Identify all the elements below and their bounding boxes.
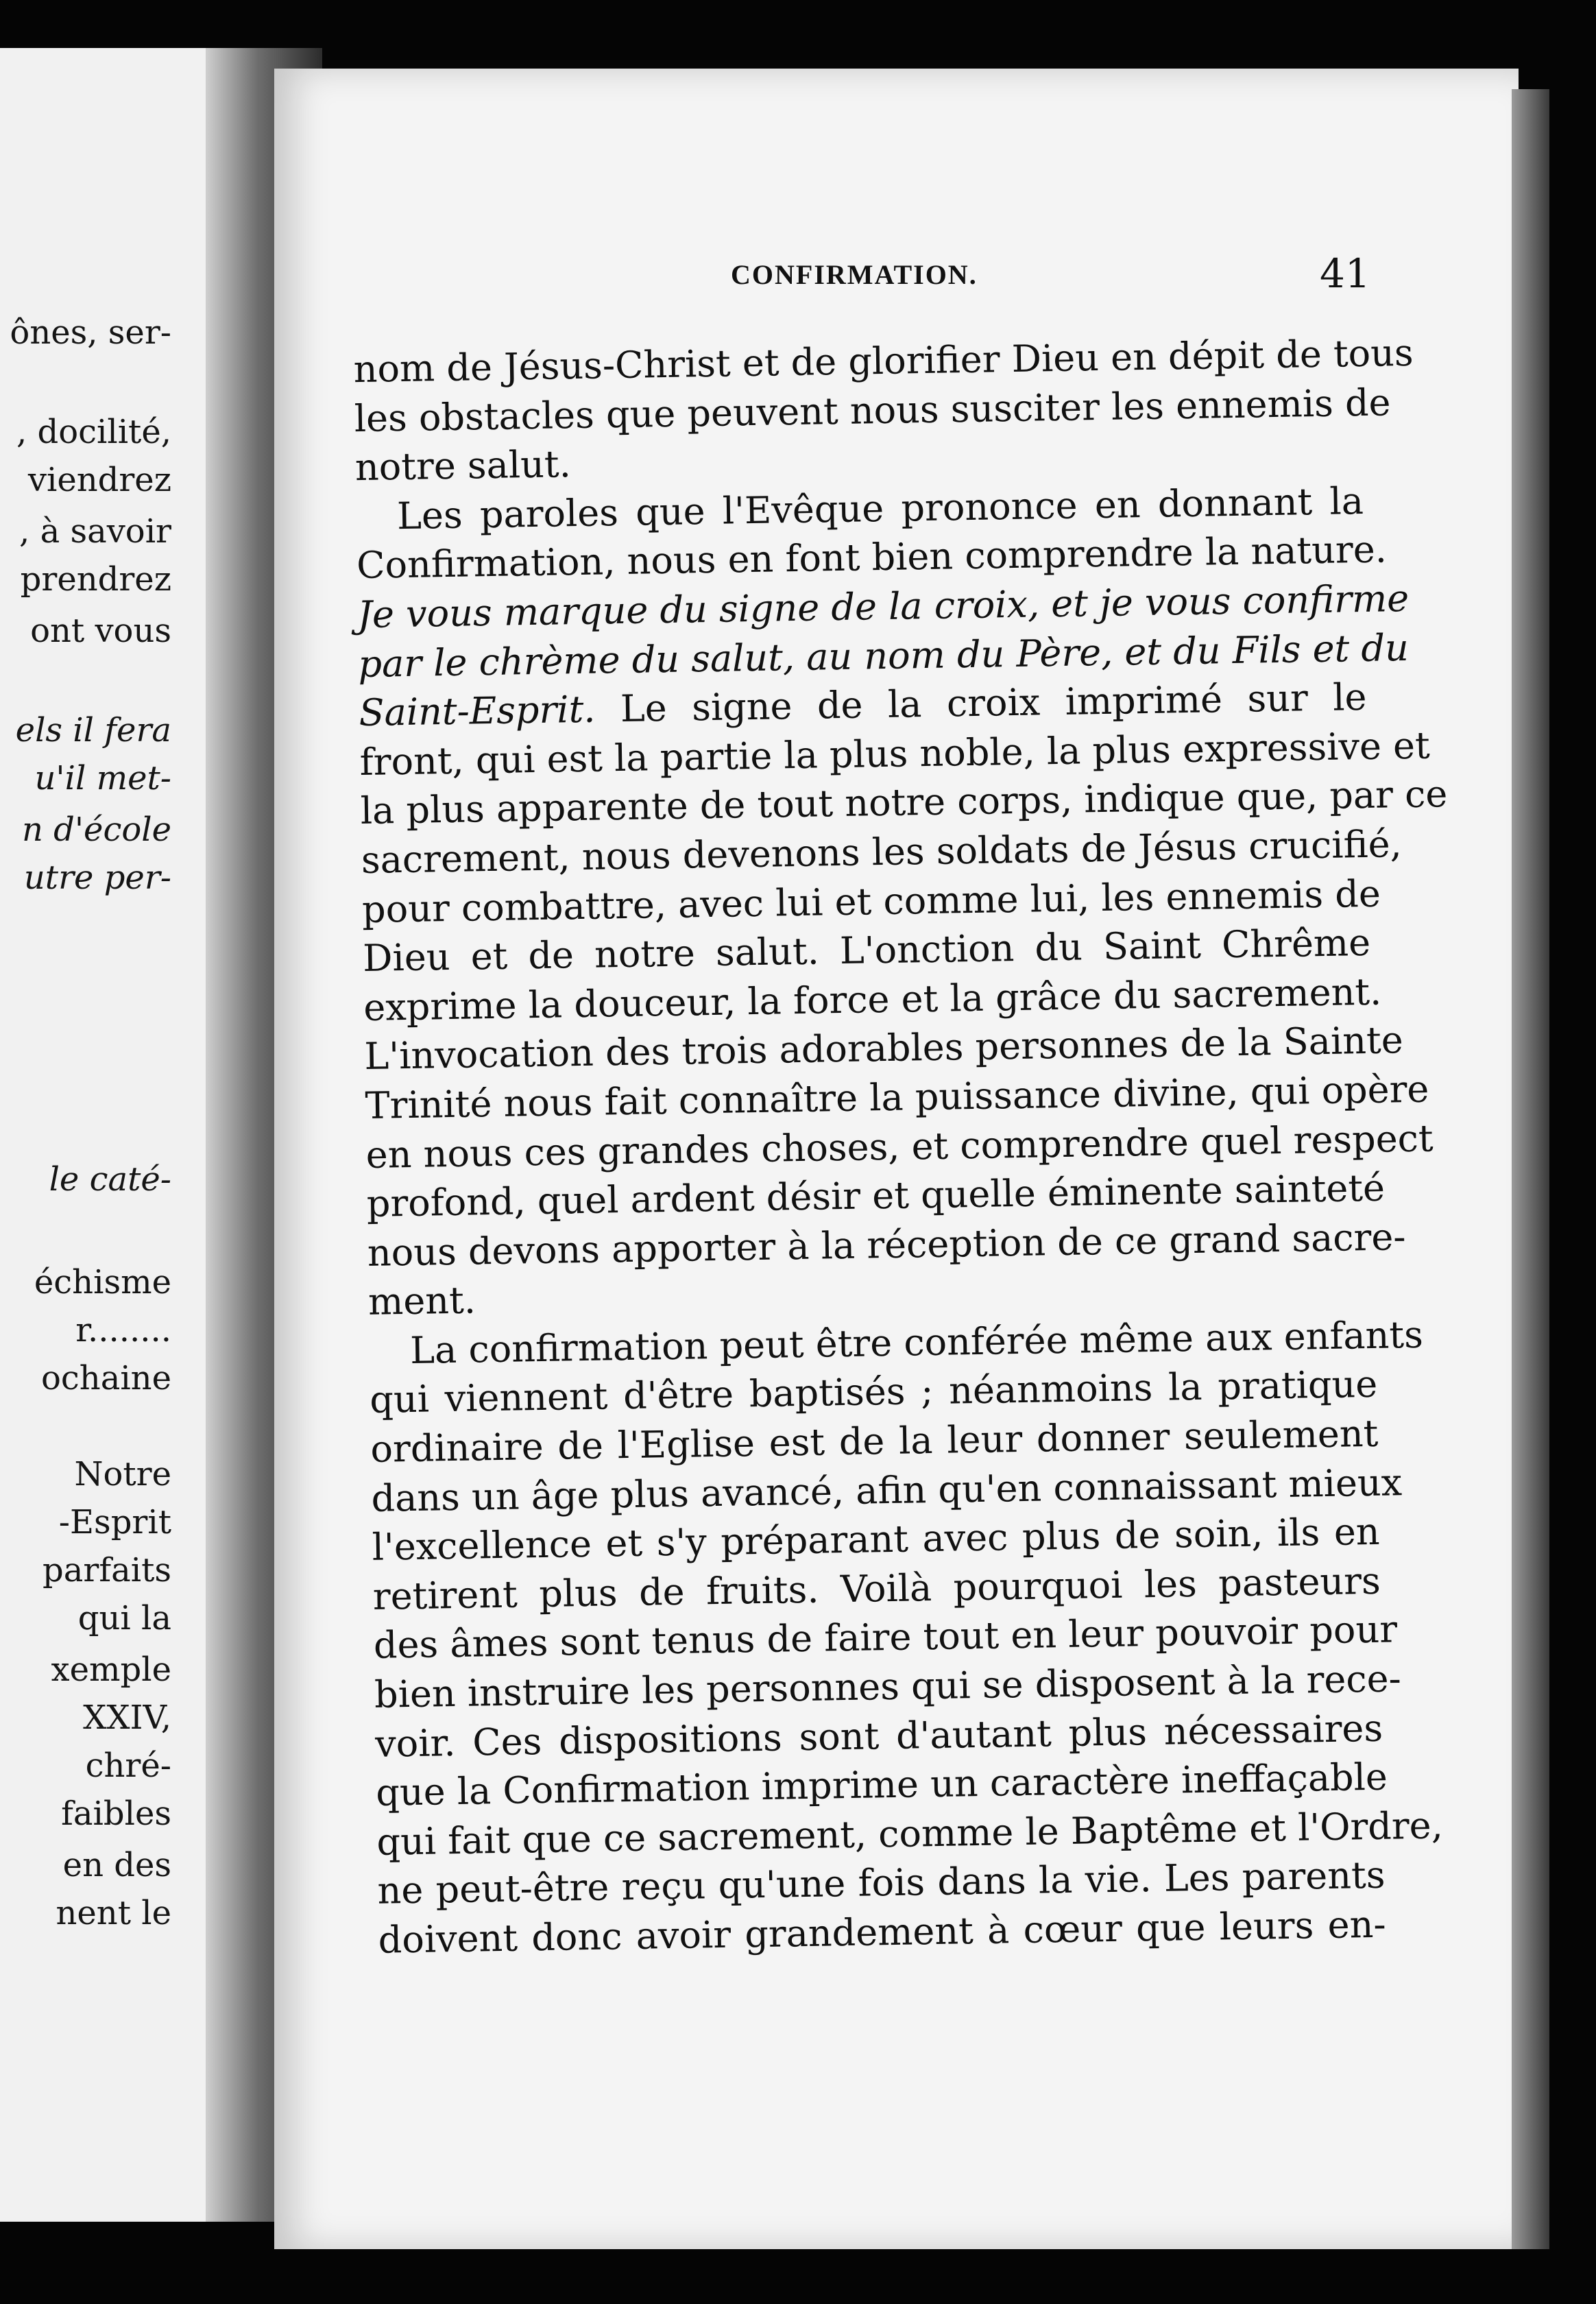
page-edge [1512, 89, 1549, 2249]
text-line: ordinaire de l'Eglise est de la leur donner seulement [370, 1411, 1379, 1471]
text-line-italic: par le chrème du salut, au nom du Père, et du Fils et du [357, 625, 1410, 686]
left-text-line: parfaits [43, 1551, 171, 1589]
text-line: voir. Ces dispositions sont d'autant plus nécessaires [374, 1706, 1383, 1766]
left-text-line: Notre [74, 1455, 171, 1493]
left-text-line: échisme [34, 1263, 171, 1301]
left-text-line: qui la [77, 1599, 171, 1637]
left-text-line: r........ [75, 1311, 171, 1349]
text-line: nous devons apporter à la réception de ce grand sacre- [367, 1214, 1406, 1275]
left-text-line: le caté- [49, 1160, 171, 1199]
text-line: qui viennent d'être baptisés ; néanmoins la pratique [369, 1363, 1378, 1422]
text-line: L'invocation des trois adorables personnes de la Sainte [363, 1018, 1404, 1079]
text-line: Trinité nous fait connaître la puissance divine, qui opère [365, 1067, 1429, 1127]
text-line: la plus apparente de tout notre corps, indique que, par ce [360, 772, 1448, 833]
left-text-line: XXIV, [83, 1699, 171, 1737]
text-line: pour combattre, avec lui et comme lui, les ennemis de [361, 872, 1381, 931]
text-line: doivent donc avoir grandement à cœur que leurs en- [378, 1902, 1387, 1962]
left-text-line: , à savoir [19, 512, 171, 551]
text-line: sacrement, nous devenons les soldats de Jésus crucifié, [361, 822, 1403, 882]
text-line: nom de Jésus-Christ et de glorifier Dieu en dépit de tous [353, 331, 1414, 392]
text-line: Dieu et de notre salut. L'onction du Saint Chrême [362, 921, 1371, 981]
text-line: notre salut. [354, 442, 572, 490]
text-line: dans un âge plus avancé, afin qu'en connaissant mieux [371, 1460, 1403, 1520]
text-line: exprime la douceur, la force et la grâce du sacrement. [363, 970, 1382, 1029]
left-text-line: faibles [61, 1795, 171, 1833]
text-line: qui fait que ce sacrement, comme le Baptême et l'Ordre, [376, 1803, 1444, 1864]
text-line: des âmes sont tenus de faire tout en leur pouvoir pour [373, 1607, 1398, 1668]
text-line: les obstacles que peuvent nous susciter les ennemis de [354, 380, 1391, 440]
running-head: CONFIRMATION. [731, 259, 978, 290]
left-text-line: prendrez [20, 560, 171, 599]
left-text-line: u'il met- [34, 759, 171, 797]
text-line: Confirmation, nous en font bien comprendre la nature. [356, 527, 1388, 588]
left-text-line: ônes, ser- [10, 313, 171, 352]
text-line: bien instruire les personnes qui se disposent à la rece- [374, 1657, 1402, 1716]
left-text-line: els il fera [15, 711, 171, 749]
text-line: en nous ces grandes choses, et comprendre quel respect [365, 1116, 1434, 1177]
left-text-line: viendrez [27, 461, 171, 499]
left-text-line: chré- [85, 1747, 171, 1785]
left-text-line: ochaine [41, 1359, 171, 1397]
text-line-italic: Je vous marque du signe de la croix, et je vous confirme [356, 576, 1410, 637]
left-text-line: n d'école [21, 811, 171, 849]
italic-run: Saint-Esprit. [359, 687, 596, 735]
text-line: retirent plus de fruits. Voilà pourquoi les pasteurs [372, 1559, 1381, 1618]
page-number: 41 [1320, 250, 1370, 297]
left-text-line: utre per- [23, 859, 171, 897]
text-line: profond, quel ardent désir et quelle éminente sainteté [366, 1166, 1386, 1226]
text-line: La confirmation peut être conférée même aux enfants [409, 1312, 1424, 1372]
left-text-line: xemple [51, 1651, 171, 1689]
text-line: que la Confirmation imprime un caractère ineffaçable [375, 1755, 1388, 1815]
text-line: ment. [367, 1278, 476, 1324]
text-line: Les paroles que l'Evêque prononce en donnant la [396, 479, 1364, 538]
left-text-line: , docilité, [16, 413, 171, 451]
body-text [353, 329, 1448, 1965]
text-line: ne peut-être reçu qu'une fois dans la vie. Les parents [377, 1853, 1386, 1913]
left-text-line: nent le [56, 1894, 171, 1932]
left-text-line: -Esprit [58, 1503, 171, 1541]
left-text-line: ont vous [30, 612, 171, 650]
text-run: Le signe de la croix imprimé sur le [620, 675, 1367, 731]
text-line: front, qui est la partie la plus noble, la plus expressive et [359, 723, 1431, 784]
left-text-line: en des [62, 1846, 171, 1884]
text-line: l'excellence et s'y préparant avec plus de soin, ils en [372, 1510, 1381, 1570]
